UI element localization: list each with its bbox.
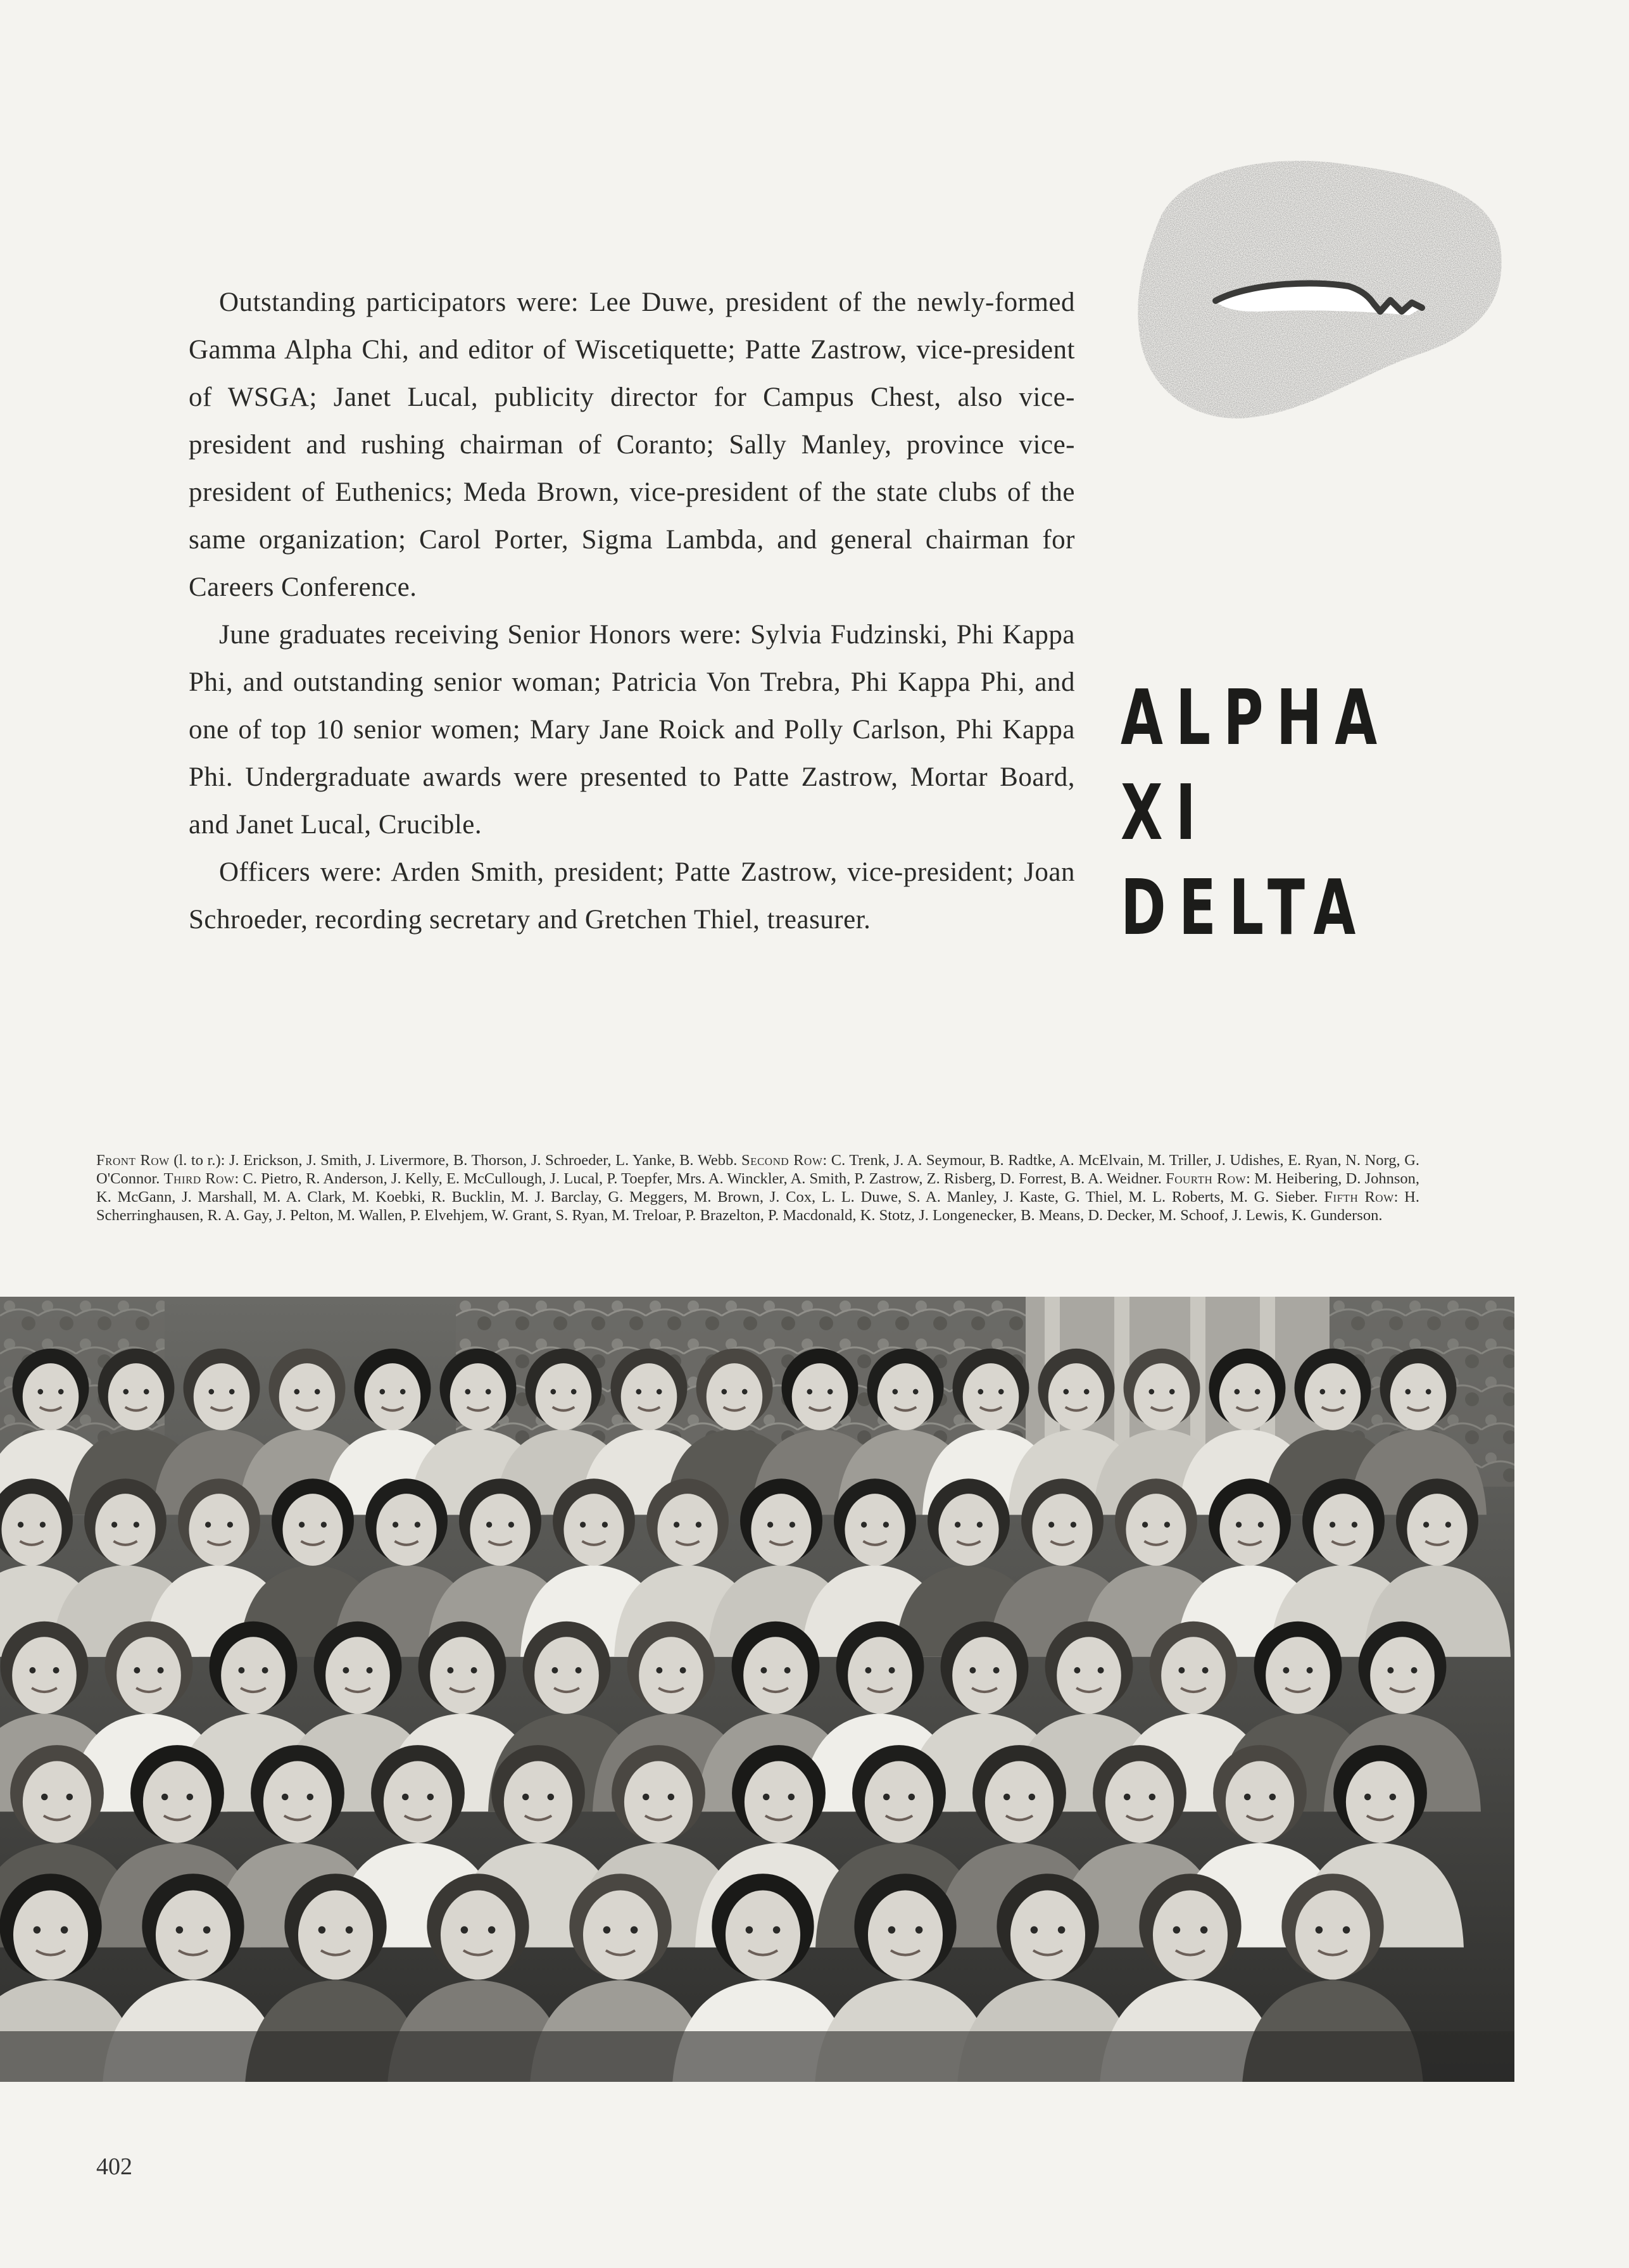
figure-eye xyxy=(1058,1926,1066,1934)
figure-face xyxy=(95,1494,155,1566)
figure-eye xyxy=(161,1794,168,1801)
figure-eye xyxy=(865,1667,871,1673)
figure-face xyxy=(792,1363,848,1430)
figure-eye xyxy=(318,1926,326,1934)
figure-face xyxy=(583,1890,658,1979)
figure-eye xyxy=(486,1521,492,1527)
figure-eye xyxy=(461,1926,469,1934)
figure-eye xyxy=(144,1389,149,1395)
figure-eye xyxy=(909,1794,915,1801)
figure-eye xyxy=(488,1926,496,1934)
title-line-xi: XI xyxy=(1121,769,1209,857)
figure-eye xyxy=(343,1667,349,1673)
figure-eye xyxy=(1319,1389,1325,1395)
figure-eye xyxy=(1148,1389,1154,1395)
figure-eye xyxy=(575,1667,582,1673)
figure-eye xyxy=(1236,1521,1242,1527)
figure-eye xyxy=(393,1521,398,1527)
figure-eye xyxy=(299,1521,305,1527)
figure-eye xyxy=(18,1521,23,1527)
figure-eye xyxy=(1283,1667,1289,1673)
figure-face xyxy=(194,1363,250,1430)
figure-face xyxy=(1032,1494,1092,1566)
figure-eye xyxy=(548,1794,555,1801)
figure-face xyxy=(1305,1363,1361,1430)
figure-face xyxy=(1390,1363,1447,1430)
figure-eye xyxy=(427,1794,434,1801)
figure-eye xyxy=(1063,1389,1069,1395)
figure-eye xyxy=(1340,1389,1346,1395)
figure-face xyxy=(504,1761,572,1843)
figure-eye xyxy=(550,1389,556,1395)
figure-eye xyxy=(1423,1521,1429,1527)
figure-eye xyxy=(1169,1389,1175,1395)
figure-eye xyxy=(571,1389,577,1395)
figure-eye xyxy=(415,1521,420,1527)
figure-face xyxy=(298,1890,373,1979)
figure-eye xyxy=(656,1667,662,1673)
figure-eye xyxy=(158,1667,164,1673)
figure-eye xyxy=(229,1389,235,1395)
figure-eye xyxy=(788,1794,795,1801)
figure-face xyxy=(621,1363,677,1430)
figure-face xyxy=(963,1363,1019,1430)
caption-fourth-row-names: : M. Heibering, D. Johnson, K. McGann, J. Marshall, M. A. Clark, M. Koebki, R. Bucklin, M. J. Barclay, G. Meggers, M. Brown, J. Cox, L. L. Duwe, S. A. Manley, J. Kaste, G. Thiel, M. L. Roberts, M. G. Sieber. xyxy=(96,1170,1419,1206)
figure-eye xyxy=(379,1389,385,1395)
figure-eye xyxy=(1084,1389,1090,1395)
figure-eye xyxy=(1426,1389,1431,1395)
figure-face xyxy=(1313,1494,1373,1566)
figure-eye xyxy=(763,1794,770,1801)
figure-face xyxy=(325,1637,390,1714)
figure-eye xyxy=(773,1926,781,1934)
figure-face xyxy=(865,1761,933,1843)
figure-eye xyxy=(955,1521,960,1527)
figure-eye xyxy=(486,1389,491,1395)
figure-face xyxy=(845,1494,905,1566)
figure-eye xyxy=(1307,1667,1313,1673)
caption-third-row-names: : C. Pietro, R. Anderson, J. Kelly, E. McCullough, J. Lucal, P. Toepfer, Mrs. A. Winckler, A. Smith, P. Zastrow, Z. Risberg, D. Forrest, B. A. Weidner. xyxy=(234,1170,1166,1187)
figure-face xyxy=(624,1761,693,1843)
figure-eye xyxy=(680,1667,686,1673)
figure-face xyxy=(1295,1890,1370,1979)
figure-face xyxy=(23,1761,91,1843)
figure-eye xyxy=(1098,1667,1104,1673)
figure-face xyxy=(743,1637,808,1714)
figure-eye xyxy=(1352,1521,1357,1527)
figure-face xyxy=(450,1363,506,1430)
figure-eye xyxy=(767,1521,773,1527)
figure-face xyxy=(707,1363,763,1430)
figure-eye xyxy=(1149,1794,1156,1801)
figure-eye xyxy=(187,1794,194,1801)
figure-eye xyxy=(883,1794,890,1801)
figure-eye xyxy=(998,1389,1004,1395)
figure-eye xyxy=(1387,1667,1393,1673)
figure-eye xyxy=(1343,1926,1350,1934)
paragraph-officers: Officers were: Arden Smith, president; Patte Zastrow, vice-president; Joan Schroeder, recording secretary and Gretchen Thiel, treasurer. xyxy=(189,857,1075,935)
figure-face xyxy=(1219,1494,1280,1566)
figure-eye xyxy=(294,1389,299,1395)
figure-eye xyxy=(889,1667,895,1673)
figure-face xyxy=(430,1637,494,1714)
figure-face xyxy=(1048,1363,1105,1430)
figure-eye xyxy=(315,1389,320,1395)
figure-face xyxy=(263,1761,332,1843)
figure-eye xyxy=(400,1389,406,1395)
figure-face xyxy=(534,1637,599,1714)
figure-face xyxy=(657,1494,717,1566)
figure-eye xyxy=(636,1389,641,1395)
paragraph-honors: June graduates receiving Senior Honors were: Sylvia Fudzinski, Phi Kappa Phi, and outstanding senior woman; Patricia Von Trebra, Phi Kappa Phi, and one of top 10 senior women; Mary Jane Roick and Polly Carlson, Phi Kappa Phi. Undergraduate awards were presented to Patte Zastrow, Mortar Board, and Janet Lucal, Crucible. xyxy=(189,620,1075,840)
caption-second-row-label: Second Row xyxy=(741,1152,823,1169)
figure-eye xyxy=(915,1926,923,1934)
figure-eye xyxy=(53,1667,60,1673)
figure-eye xyxy=(238,1667,244,1673)
figure-face xyxy=(12,1637,77,1714)
figure-eye xyxy=(551,1667,558,1673)
figure-eye xyxy=(40,1521,46,1527)
figure-eye xyxy=(1364,1794,1371,1801)
figure-eye xyxy=(61,1926,68,1934)
figure-eye xyxy=(746,1926,753,1934)
figure-face xyxy=(726,1890,800,1979)
figure-eye xyxy=(888,1926,896,1934)
caption-fifth-row-label: Fifth Row xyxy=(1324,1188,1394,1206)
figure-eye xyxy=(1048,1521,1054,1527)
caption-front-row-names: (l. to r.): J. Erickson, J. Smith, J. Livermore, B. Thorson, J. Schroeder, L. Yanke, B. Webb. xyxy=(169,1152,741,1169)
figure-eye xyxy=(208,1389,214,1395)
figure-eye xyxy=(1178,1667,1185,1673)
figure-eye xyxy=(807,1389,812,1395)
figure-face xyxy=(1134,1363,1190,1430)
figure-face xyxy=(1010,1890,1085,1979)
figure-face xyxy=(938,1494,998,1566)
figure-face xyxy=(376,1494,436,1566)
figure-face xyxy=(365,1363,421,1430)
figure-face xyxy=(536,1363,592,1430)
figure-eye xyxy=(111,1521,117,1527)
figure-eye xyxy=(643,1794,650,1801)
figure-eye xyxy=(367,1667,373,1673)
figure-eye xyxy=(402,1794,409,1801)
figure-eye xyxy=(1330,1521,1335,1527)
figure-eye xyxy=(1405,1389,1411,1395)
figure-face xyxy=(1126,1494,1186,1566)
figure-eye xyxy=(977,1521,983,1527)
chapter-title xyxy=(1121,671,1390,956)
group-photo xyxy=(0,1297,1514,2082)
figure-eye xyxy=(1411,1667,1418,1673)
figure-eye xyxy=(668,1794,675,1801)
figure-eye xyxy=(1164,1521,1170,1527)
figure-eye xyxy=(66,1794,73,1801)
figure-eye xyxy=(1200,1926,1208,1934)
figure-face xyxy=(1226,1761,1294,1843)
figure-eye xyxy=(1316,1926,1323,1934)
caption-second-row-names: : C. Trenk, J. A. Seymour, B. Radtke, A. McElvain, M. Triller, J. Udishes, E. Ryan, N. Norg, G. O'Connor. xyxy=(96,1152,1420,1187)
caption-front-row-label: Front Row xyxy=(96,1152,170,1169)
figure-face xyxy=(1057,1637,1121,1714)
figure-eye xyxy=(58,1389,64,1395)
title-line-alpha: ALPHA xyxy=(1121,674,1390,762)
figure-eye xyxy=(1142,1521,1148,1527)
page-number: 402 xyxy=(96,2153,132,2180)
figure-eye xyxy=(282,1794,289,1801)
figure-eye xyxy=(123,1389,129,1395)
figure-face xyxy=(868,1890,943,1979)
figure-eye xyxy=(1173,1926,1181,1934)
figure-eye xyxy=(784,1667,791,1673)
figure-eye xyxy=(1258,1521,1264,1527)
figure-face xyxy=(23,1363,79,1430)
figure-face xyxy=(1105,1761,1174,1843)
figure-eye xyxy=(508,1521,514,1527)
figure-eye xyxy=(602,1521,608,1527)
figure-face xyxy=(877,1363,934,1430)
figure-face xyxy=(639,1637,703,1714)
figure-eye xyxy=(742,1389,748,1395)
figure-eye xyxy=(1202,1667,1209,1673)
figure-face xyxy=(563,1494,624,1566)
figure-face xyxy=(13,1890,88,1979)
figure-eye xyxy=(346,1926,353,1934)
figure-face xyxy=(1161,1637,1226,1714)
figure-eye xyxy=(789,1521,795,1527)
figure-face xyxy=(108,1363,165,1430)
figure-eye xyxy=(883,1521,889,1527)
figure-eye xyxy=(134,1521,139,1527)
figure-eye xyxy=(631,1926,638,1934)
figure-eye xyxy=(1244,1794,1251,1801)
figure-eye xyxy=(262,1667,268,1673)
figure-eye xyxy=(993,1667,1000,1673)
figure-eye xyxy=(969,1667,976,1673)
figure-eye xyxy=(1029,1794,1036,1801)
figure-face xyxy=(282,1494,343,1566)
chapter-emblem-drawing xyxy=(1121,146,1513,462)
figure-eye xyxy=(447,1667,453,1673)
figure-eye xyxy=(471,1667,477,1673)
figure-eye xyxy=(227,1521,233,1527)
figure-face xyxy=(470,1494,530,1566)
figure-eye xyxy=(1071,1521,1076,1527)
photo-floor-shadow xyxy=(0,2031,1514,2082)
figure-eye xyxy=(760,1667,767,1673)
figure-eye xyxy=(465,1389,470,1395)
figure-face xyxy=(116,1637,181,1714)
figure-eye xyxy=(892,1389,898,1395)
figure-face xyxy=(1219,1363,1276,1430)
figure-eye xyxy=(29,1667,35,1673)
figure-eye xyxy=(1445,1521,1451,1527)
figure-eye xyxy=(34,1926,41,1934)
figure-eye xyxy=(1390,1794,1397,1801)
figure-face xyxy=(985,1761,1054,1843)
photo-caption xyxy=(96,1151,1419,1225)
figure-eye xyxy=(1031,1926,1038,1934)
figure-eye xyxy=(41,1794,48,1801)
figure-eye xyxy=(1003,1794,1010,1801)
paragraph-participators: Outstanding participators were: Lee Duwe, president of the newly-formed Gamma Alpha Chi, and editor of Wiscetiquette; Patte Zastrow, vice-president of WSGA; Janet Lucal, publicity director for Campus Chest, also vice-president and rushing chairman of Coranto; Sally Manley, province vice-president of Euthenics; Meda Brown, vice-president of the state clubs of the same organization; Carol Porter, Sigma Lambda, and general chairman for Careers Conference. xyxy=(189,287,1075,602)
figure-eye xyxy=(913,1389,919,1395)
title-line-delta: DELTA xyxy=(1121,864,1369,952)
figure-face xyxy=(384,1761,452,1843)
figure-eye xyxy=(1255,1389,1261,1395)
figure-eye xyxy=(861,1521,867,1527)
group-photo-illustration xyxy=(0,1297,1514,2082)
figure-eye xyxy=(1269,1794,1276,1801)
figure-eye xyxy=(205,1521,211,1527)
caption-fifth-row-names: : H. Scherringhausen, R. A. Gay, J. Pelton, M. Wallen, P. Elvehjem, W. Grant, S. Ryan, M. Treloar, P. Brazelton, P. Macdonald, K. Stotz, J. Longenecker, B. Means, D. Decker, M. Schoof, J. Lewis, K. Gunderson. xyxy=(96,1188,1419,1224)
figure-face xyxy=(441,1890,515,1979)
figure-eye xyxy=(37,1389,43,1395)
figure-eye xyxy=(674,1521,679,1527)
figure-eye xyxy=(978,1389,983,1395)
figure-eye xyxy=(176,1926,184,1934)
figure-eye xyxy=(307,1794,314,1801)
figure-eye xyxy=(580,1521,586,1527)
figure-eye xyxy=(603,1926,611,1934)
figure-face xyxy=(221,1637,286,1714)
figure-eye xyxy=(721,1389,727,1395)
figure-eye xyxy=(696,1521,701,1527)
figure-face xyxy=(1346,1761,1414,1843)
figure-eye xyxy=(321,1521,327,1527)
caption-third-row-label: Third Row xyxy=(163,1170,235,1187)
figure-face xyxy=(848,1637,912,1714)
figure-eye xyxy=(134,1667,140,1673)
figure-eye xyxy=(827,1389,833,1395)
figure-eye xyxy=(203,1926,211,1934)
figure-face xyxy=(745,1761,813,1843)
figure-face xyxy=(1266,1637,1330,1714)
figure-face xyxy=(143,1761,211,1843)
figure-face xyxy=(279,1363,336,1430)
figure-face xyxy=(1370,1637,1435,1714)
figure-eye xyxy=(657,1389,662,1395)
figure-face xyxy=(189,1494,249,1566)
figure-face xyxy=(1407,1494,1467,1566)
figure-face xyxy=(952,1637,1017,1714)
figure-face xyxy=(751,1494,811,1566)
figure-eye xyxy=(1074,1667,1080,1673)
figure-face xyxy=(156,1890,230,1979)
figure-face xyxy=(1,1494,61,1566)
article-body xyxy=(189,279,1075,943)
figure-eye xyxy=(1124,1794,1131,1801)
figure-eye xyxy=(522,1794,529,1801)
figure-face xyxy=(1153,1890,1228,1979)
caption-fourth-row-label: Fourth Row xyxy=(1166,1170,1247,1187)
figure-eye xyxy=(1234,1389,1240,1395)
